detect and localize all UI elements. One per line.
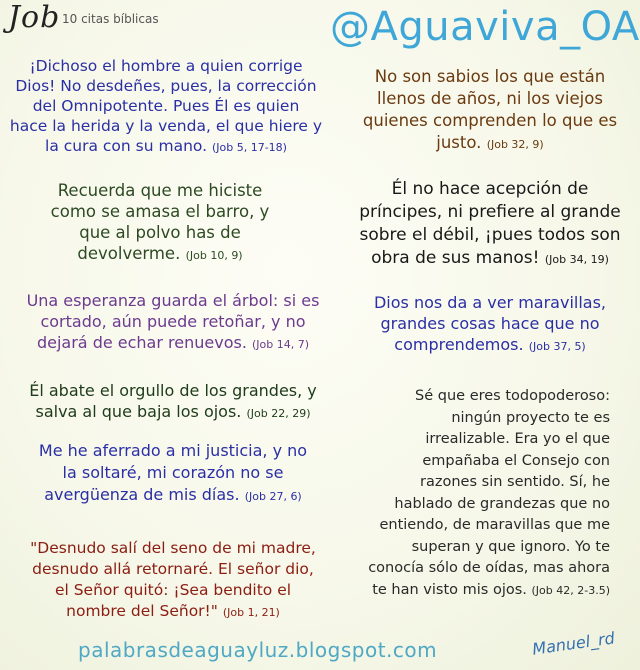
quote-reference: (Job 5, 17-18) bbox=[211, 141, 287, 154]
quote-job-1: "Desnudo salí del seno de mi madre, desnudo allá retornaré. El señor dio, el Señor quitó: ¡Sea bendito el nombre del Señor!" (Job 1, 21) bbox=[30, 539, 316, 620]
quote-job-37: Dios nos da a ver maravillas, grandes cosas hace que no comprendemos. (Job 37, 5) bbox=[373, 293, 607, 354]
quote-reference: (Job 22, 29) bbox=[246, 407, 311, 420]
quote-job-22: Él abate el orgullo de los grandes, y salva al que baja los ojos. (Job 22, 29) bbox=[29, 381, 317, 421]
quote-job-10: Recuerda que me hiciste como se amasa el barro, y que al polvo has de devolverme. (Job 10, 9) bbox=[50, 181, 270, 263]
signature: Manuel_rd bbox=[531, 628, 616, 659]
quote-reference: (Job 27, 6) bbox=[244, 490, 302, 503]
author-handle: @Aguaviva_OA bbox=[330, 4, 640, 50]
quote-job-42: Sé que eres todopoderoso: ningún proyecto te es irrealizable. Era yo el que empañaba el Consejo con razones sin sentido. Sí, he hablado de grandezas que no entiendo, de maravillas que me superan y que ignoro. Yo te conocía sólo de oídas, mas ahora te han visto mis ojos. (Job 42, 2-3.5) bbox=[368, 388, 610, 598]
quote-job-14: Una esperanza guarda el árbol: si es cortado, aún puede retoñar, y no dejará de echar renuevos. (Job 14, 7) bbox=[26, 291, 320, 352]
quote-job-5: ¡Dichoso el hombre a quien corrige Dios! No desdeñes, pues, la corrección del Omnipotente. Pues Él es quien hace la herida y la venda, el que hiere y la cura con su mano. (Job 5, 17-18) bbox=[9, 57, 323, 155]
quote-reference: (Job 32, 9) bbox=[486, 138, 544, 151]
quote-job-27: Me he aferrado a mi justicia, y no la soltaré, mi corazón no se avergüenza de mis días. (Job 27, 6) bbox=[38, 441, 308, 504]
quote-reference: (Job 37, 5) bbox=[528, 340, 586, 353]
quote-reference: (Job 34, 19) bbox=[544, 253, 609, 266]
page-title: Job bbox=[8, 0, 61, 35]
quote-reference: (Job 10, 9) bbox=[185, 249, 243, 262]
quote-reference: (Job 14, 7) bbox=[252, 338, 310, 351]
quote-job-32: No son sabios los que están llenos de años, ni los viejos quienes comprenden lo que es justo. (Job 32, 9) bbox=[362, 67, 618, 152]
blog-url: palabrasdeaguayluz.blogspot.com bbox=[78, 638, 438, 662]
quote-job-34: Él no hace acepción de príncipes, ni prefiere al grande sobre el débil, ¡pues todos son obra de sus manos! (Job 34, 19) bbox=[359, 179, 621, 268]
quote-reference: (Job 1, 21) bbox=[222, 606, 280, 619]
page-subtitle: 10 citas bíblicas bbox=[62, 12, 159, 26]
quote-reference: (Job 42, 2-3.5) bbox=[531, 583, 610, 597]
